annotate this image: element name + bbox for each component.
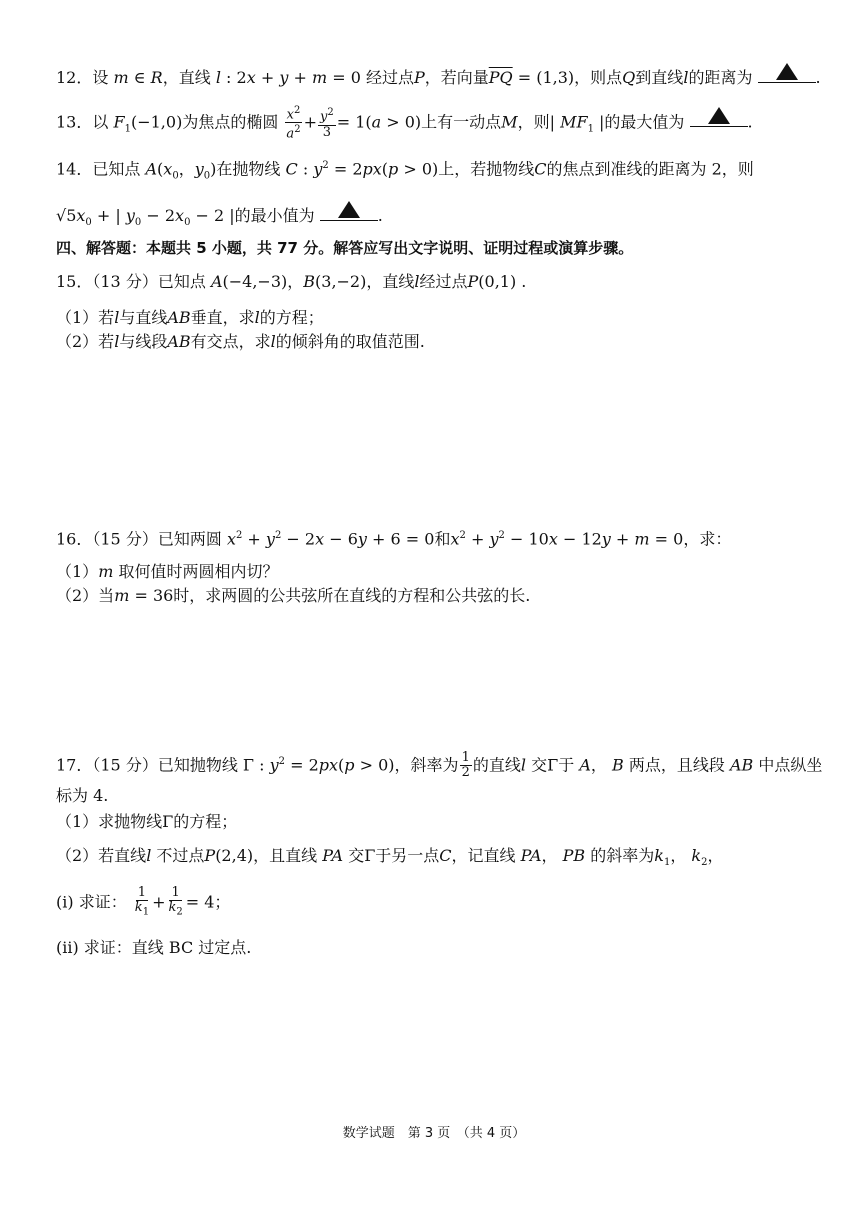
question-17-part1: （1）求抛物线Γ的方程； — [56, 812, 238, 831]
question-17-part2-i: (i) 求证： $\frac{1}{k_1}$ + $\frac{1}{k_2}$ = 4； — [56, 885, 231, 918]
section-heading: 四、解答题：本题共 5 小题，共 77 分。解答应写出文字说明、证明过程或演算步骤。 — [56, 239, 634, 257]
question-15: 15．（13 分）已知点 A(−4,−3)，B(3,−2)，直线l经过点P(0,1) . — [56, 272, 527, 291]
question-12: 12．设 m ∈ R，直线 l : 2x + y + m = 0 经过点P，若向量$\overline{PQ} = (1,3)$，则点Q到直线l的距离为 . — [56, 62, 821, 90]
question-16-part2: （2）当m = 36时，求两圆的公共弦所在直线的方程和公共弦的长. — [56, 586, 531, 605]
answer-blank — [320, 200, 378, 221]
question-13: 13．以 $F_1(-1,0)$为焦点的椭圆 $\frac{x^2}{a^2}$ + $\frac{y^2}{3}$ = 1(a > 0)上有一动点M，则| $MF_1$ |的最大值为 . — [56, 105, 753, 142]
question-14: 14．已知点 $A(x_0$，$y_0$)在抛物线 C : $y^2 = 2px(p > 0)$上，若抛物线C的焦点到准线的距离为 2，则 — [56, 159, 754, 182]
question-15-part2: （2）若l与线段AB有交点，求l的倾斜角的取值范围. — [56, 332, 425, 351]
question-17-part2-ii: (ii) 求证：直线 BC 过定点. — [56, 938, 252, 957]
question-17-part2: （2）若直线l 不过点P(2,4)，且直线 PA 交Γ于另一点C，记直线 PA， PB 的斜率为$k_1$， $k_2$， — [56, 846, 724, 869]
question-17-cont: 标为 4. — [56, 786, 109, 805]
question-14-cont: $√5x_0$ + | $y_0 - 2x_0 - 2$ |的最小值为 . — [56, 200, 383, 235]
triangle-icon — [338, 201, 360, 218]
question-16-part1: （1）m 取何值时两圆相内切？ — [56, 562, 279, 581]
page-footer: 数学试题 第 3 页 （共 4 页） — [342, 1126, 526, 1141]
answer-blank — [758, 62, 816, 83]
question-17: 17．（15 分）已知抛物线 Γ : $y^2 = 2px(p > 0)$，斜率为 $\frac{1}{2}$ 的直线l 交Γ于 A， B 两点，且线段 AB 中点纵坐 — [56, 750, 823, 781]
question-15-part1: （1）若l与直线AB垂直，求l的方程； — [56, 308, 324, 327]
answer-blank — [690, 106, 748, 127]
triangle-icon — [708, 107, 730, 124]
triangle-icon — [776, 63, 798, 80]
question-16: 16．（15 分）已知两圆 $x^2 + y^2 - 2x - 6y + 6 = 0$和$x^2 + y^2 - 10x - 12y + m = 0$，求： — [56, 529, 732, 549]
